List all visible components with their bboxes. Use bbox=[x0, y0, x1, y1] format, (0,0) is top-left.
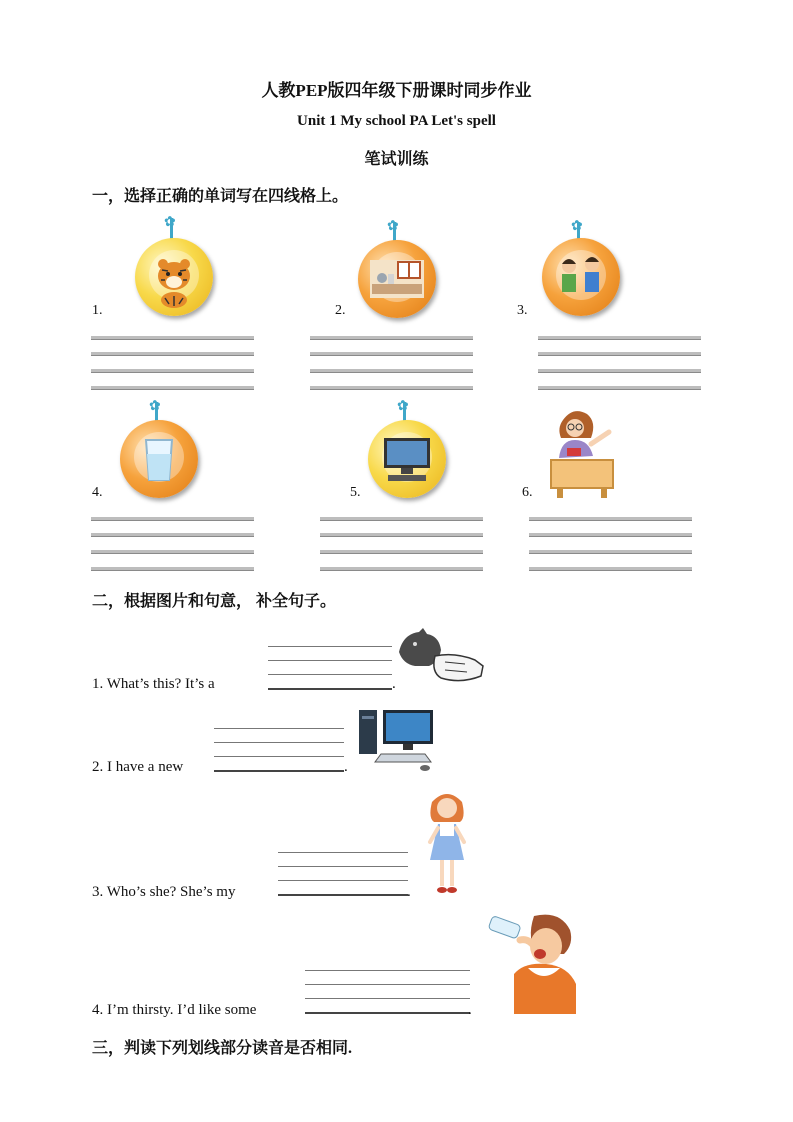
page-title: 人教PEP版四年级下册课时同步作业 bbox=[261, 81, 532, 100]
boy-drinking-icon bbox=[484, 910, 580, 1016]
glass-tag: ✿ bbox=[118, 402, 202, 502]
part1-heading: 一，选择正确的单词写在四线格上。 bbox=[92, 188, 349, 205]
item-number: 5. bbox=[350, 485, 361, 500]
answer-line[interactable] bbox=[278, 852, 408, 896]
answer-line[interactable] bbox=[268, 646, 392, 690]
page-subtitle: Unit 1 My school PA Let's spell bbox=[297, 113, 496, 129]
desktop-computer-icon bbox=[355, 704, 439, 774]
writing-grid[interactable] bbox=[320, 517, 483, 573]
hand-shadow-dog-icon bbox=[395, 626, 487, 692]
sentence-end: . bbox=[392, 676, 396, 692]
sentence-text: 2. I have a new bbox=[92, 759, 184, 775]
teacher-picture bbox=[543, 404, 621, 500]
answer-line[interactable] bbox=[214, 728, 344, 772]
item-number: 4. bbox=[92, 485, 103, 500]
sentence-text: 1. What’s this? It’s a bbox=[92, 676, 215, 692]
girl-icon bbox=[418, 788, 476, 898]
hand-shadow-picture bbox=[395, 626, 487, 692]
computer-tag: ✿ bbox=[366, 402, 450, 502]
writing-grid[interactable] bbox=[91, 336, 254, 392]
sentence-end: . bbox=[407, 884, 411, 900]
item-number: 6. bbox=[522, 485, 533, 500]
kitchen-tag: ✿ bbox=[356, 222, 440, 322]
sentence-text: 4. I’m thirsty. I’d like some bbox=[92, 1002, 257, 1018]
boy-drinking-picture bbox=[484, 910, 580, 1016]
computer-picture bbox=[355, 704, 439, 774]
kitchen-icon bbox=[358, 240, 436, 318]
item-number: 2. bbox=[335, 303, 346, 318]
girl-picture bbox=[418, 788, 476, 898]
tiger-tag: ✿ bbox=[133, 218, 217, 318]
section-title: 笔试训练 bbox=[364, 151, 429, 168]
computer-icon bbox=[368, 420, 446, 498]
writing-grid[interactable] bbox=[310, 336, 473, 392]
children-tag: ✿ bbox=[540, 222, 624, 322]
writing-grid[interactable] bbox=[538, 336, 701, 392]
part3-heading: 三，判读下列划线部分读音是否相同. bbox=[92, 1040, 353, 1057]
sentence-text: 3. Who’s she? She’s my bbox=[92, 884, 236, 900]
teacher-icon bbox=[543, 404, 621, 500]
sentence-end: . bbox=[344, 759, 348, 775]
tiger-icon bbox=[135, 238, 213, 316]
writing-grid[interactable] bbox=[91, 517, 254, 573]
children-icon bbox=[542, 238, 620, 316]
glass-of-water-icon bbox=[120, 420, 198, 498]
answer-line[interactable] bbox=[305, 970, 470, 1014]
part2-heading: 二，根据图片和句意， 补全句子。 bbox=[92, 593, 337, 610]
sentence-end: . bbox=[468, 1002, 472, 1018]
item-number: 3. bbox=[517, 303, 528, 318]
writing-grid[interactable] bbox=[529, 517, 692, 573]
item-number: 1. bbox=[92, 303, 103, 318]
